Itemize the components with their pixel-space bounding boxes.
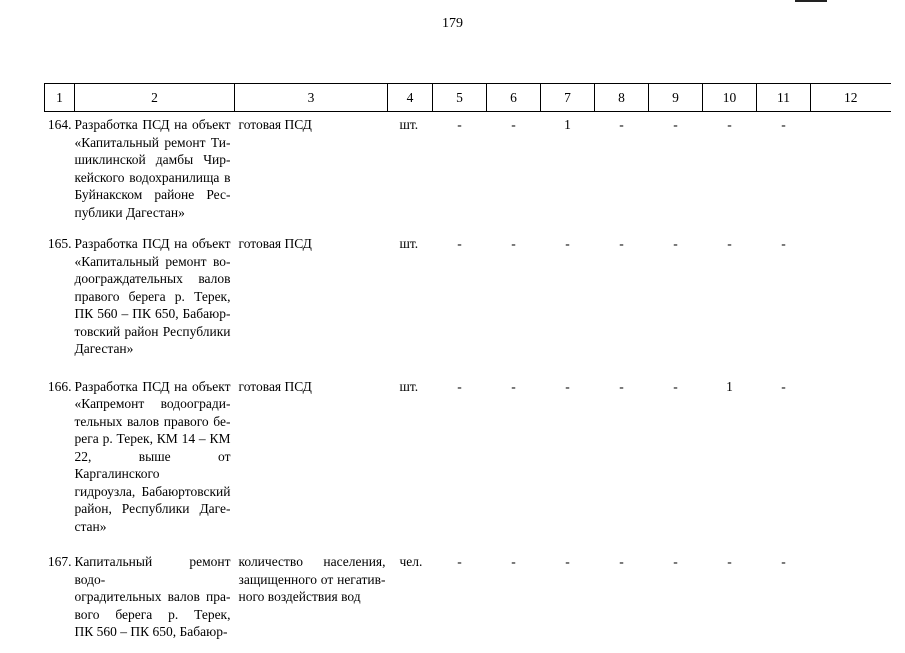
year-value: - — [457, 236, 462, 251]
table-body — [45, 112, 891, 653]
year-value: - — [511, 117, 516, 132]
unit-of-measure: шт. — [399, 117, 419, 132]
measure-name-line: Дагестан» — [74, 341, 134, 356]
column-header: 5 — [433, 84, 487, 112]
year-value: - — [619, 378, 624, 394]
measure-name-line: вого берега р. Терек, — [74, 606, 231, 622]
column-header: 1 — [45, 84, 75, 112]
measure-name-line: Буйнакском районе Рес- — [74, 187, 231, 202]
header-rule-mark — [795, 0, 827, 2]
program-table — [44, 83, 891, 653]
column-header: 4 — [388, 84, 433, 112]
row-number: 165. — [47, 236, 72, 251]
year-value: - — [673, 554, 678, 569]
column-header: 8 — [595, 84, 649, 112]
year-value: - — [673, 117, 678, 132]
column-header: 10 — [703, 84, 757, 112]
measure-name-line: тельных валов правого бе- — [74, 413, 231, 429]
column-header: 3 — [235, 84, 388, 112]
measure-name — [75, 374, 235, 536]
measure-name-line: 22, выше от Каргалинского — [74, 448, 231, 481]
measure-name-line: товский район Республики — [74, 323, 231, 339]
year-value: - — [619, 117, 624, 132]
result-indicator-line: готовая ПСД — [238, 236, 312, 251]
result-indicator-line: готовая ПСД — [238, 117, 312, 132]
column-header: 7 — [541, 84, 595, 112]
year-value: - — [565, 236, 570, 251]
year-value — [811, 231, 891, 358]
measure-name-line: Разработка ПСД на объект — [74, 117, 231, 132]
year-value: - — [727, 236, 732, 251]
year-value: - — [673, 236, 678, 251]
row-spacer — [45, 535, 891, 549]
table-row — [45, 231, 891, 358]
result-indicator — [235, 112, 388, 222]
result-indicator-line: ного воздействия вод — [238, 589, 361, 604]
year-value: - — [565, 378, 570, 394]
measure-name-line: шиклинской дамбы Чир- — [74, 152, 231, 167]
year-value: - — [619, 236, 624, 251]
result-indicator-line: количество населения, — [238, 554, 386, 569]
column-header: 9 — [649, 84, 703, 112]
table-header-row — [45, 84, 891, 112]
row-number: 167. — [47, 554, 72, 569]
measure-name-line: стан» — [74, 518, 107, 534]
year-value: - — [457, 378, 462, 394]
table-row — [45, 549, 891, 641]
result-indicator — [235, 549, 388, 641]
measure-name-line: ПК 560 – ПК 650, Бабаюр- — [74, 624, 228, 639]
table-row — [45, 112, 891, 222]
row-spacer — [45, 358, 891, 374]
row-spacer-cell — [45, 358, 891, 374]
result-indicator-line: защищенного от негатив- — [238, 571, 386, 587]
column-header: 2 — [75, 84, 235, 112]
row-spacer-cell — [45, 535, 891, 549]
column-header: 11 — [757, 84, 811, 112]
measure-name-line: рега р. Терек, КМ 14 – КМ — [74, 431, 231, 446]
measure-name — [75, 549, 235, 641]
year-value: 1 — [726, 378, 733, 394]
row-spacer-cell — [45, 641, 891, 653]
measure-name-line: правого берега р. Терек, — [74, 288, 231, 304]
measure-name-line: ПК 560 – ПК 650, Бабаюр- — [74, 306, 231, 321]
year-value: - — [781, 117, 786, 132]
result-indicator — [235, 231, 388, 358]
result-indicator — [235, 374, 388, 536]
year-value: - — [511, 236, 516, 251]
measure-name-line: «Капитальный ремонт Ти- — [74, 134, 231, 150]
table-row — [45, 374, 891, 536]
year-value: - — [781, 236, 786, 251]
row-spacer-cell — [45, 221, 891, 231]
row-number: 164. — [47, 117, 72, 132]
unit-of-measure: чел. — [399, 554, 423, 569]
unit-of-measure: шт. — [399, 236, 419, 251]
measure-name-line: оградительных валов пра- — [74, 589, 231, 604]
page-number: 179 — [442, 16, 463, 31]
year-value: - — [727, 117, 732, 132]
row-spacer — [45, 221, 891, 231]
year-value — [811, 112, 891, 222]
result-indicator-line: готовая ПСД — [238, 378, 312, 394]
year-value: - — [727, 554, 732, 569]
row-spacer — [45, 641, 891, 653]
measure-name-line: Разработка ПСД на объект — [74, 378, 231, 394]
year-value: - — [511, 378, 516, 394]
row-number: 166. — [47, 378, 72, 394]
year-value: - — [565, 554, 570, 569]
measure-name-line: доограждательных валов — [74, 271, 231, 286]
year-value: - — [781, 378, 786, 394]
measure-name-line: гидроузла, Бабаюртовский — [74, 483, 231, 499]
measure-name-line: «Капремонт водоогради- — [74, 396, 231, 411]
column-header: 12 — [811, 84, 891, 112]
measure-name — [75, 112, 235, 222]
year-value — [811, 549, 891, 641]
measure-name-line: «Капитальный ремонт во- — [74, 253, 231, 269]
year-value: 1 — [564, 117, 571, 132]
measure-name-line: Капитальный ремонт водо- — [74, 554, 231, 587]
year-value: - — [619, 554, 624, 569]
year-value: - — [781, 554, 786, 569]
year-value: - — [457, 554, 462, 569]
column-header: 6 — [487, 84, 541, 112]
measure-name-line: кейского водохранилища в — [74, 169, 231, 185]
measure-name — [75, 231, 235, 358]
year-value: - — [511, 554, 516, 569]
measure-name-line: район, Республики Даге- — [74, 501, 231, 516]
year-value: - — [673, 378, 678, 394]
year-value — [811, 374, 891, 536]
unit-of-measure: шт. — [399, 378, 419, 394]
year-value: - — [457, 117, 462, 132]
measure-name-line: публики Дагестан» — [74, 204, 185, 220]
measure-name-line: Разработка ПСД на объект — [74, 236, 231, 251]
